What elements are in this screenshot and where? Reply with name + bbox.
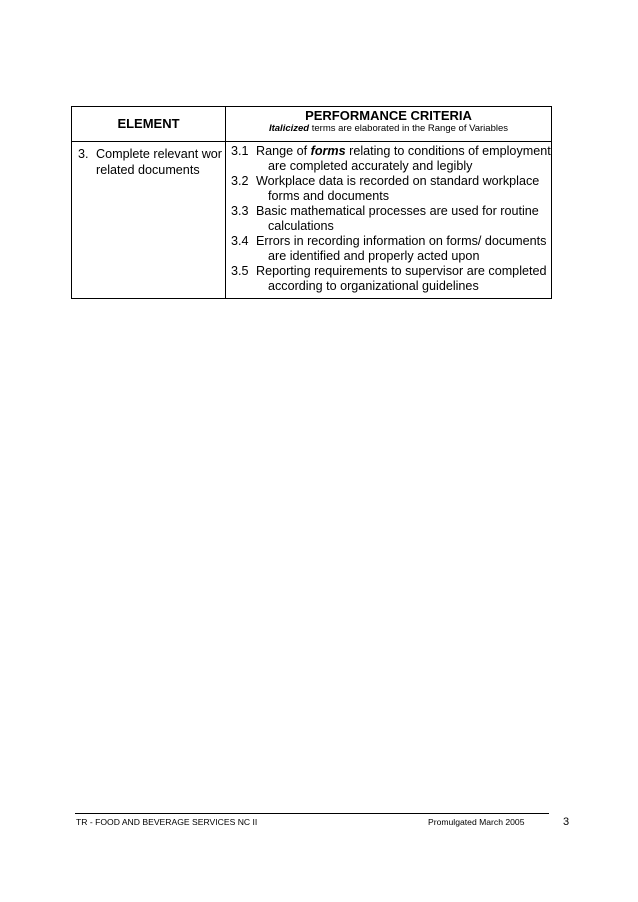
element-header: ELEMENT (72, 107, 226, 142)
criteria-continuation: forms and documents (268, 189, 390, 203)
footer-promulgated: Promulgated March 2005 (428, 817, 525, 827)
criteria-number: 3.2 (231, 174, 249, 188)
element-line1: Complete relevant wor (96, 147, 222, 161)
criteria-number: 3.4 (231, 234, 249, 248)
criteria-item (231, 264, 551, 294)
page-number: 3 (563, 816, 570, 828)
table-header-row (72, 107, 552, 142)
criteria-item (231, 234, 551, 264)
criteria-note (226, 123, 551, 135)
criteria-continuation: are completed accurately and legibly (268, 159, 473, 173)
footer-title: TR - FOOD AND BEVERAGE SERVICES NC II (76, 817, 258, 827)
criteria-text: Basic mathematical processes are used for routine (256, 204, 539, 218)
footer-rule (75, 813, 549, 814)
criteria-number: 3.5 (231, 264, 249, 278)
criteria-item (231, 144, 551, 174)
criteria-item (231, 174, 551, 204)
competency-table (71, 106, 552, 299)
criteria-text-post: relating to conditions of employment (345, 144, 551, 158)
element-number: 3. (78, 147, 89, 161)
criteria-text: Workplace data is recorded on standard workplace (256, 174, 540, 188)
element-cell (72, 142, 226, 299)
criteria-emphasis: forms (310, 144, 346, 158)
criteria-text: Range of (256, 144, 311, 158)
criteria-note-rest: terms are elaborated in the Range of Variables (309, 123, 509, 134)
criteria-header (226, 107, 552, 142)
criteria-item (231, 204, 551, 234)
criteria-text: Errors in recording information on forms/ documents (256, 234, 547, 248)
criteria-note-italic: Italicized (268, 123, 310, 134)
element-line2: related documents (96, 162, 200, 177)
criteria-continuation: are identified and properly acted upon (268, 249, 480, 263)
criteria-number: 3.1 (231, 144, 249, 158)
table-row (72, 142, 552, 299)
criteria-number: 3.3 (231, 204, 249, 218)
criteria-cell (226, 142, 552, 299)
criteria-title: PERFORMANCE CRITERIA (305, 108, 472, 123)
criteria-continuation: calculations (268, 219, 334, 233)
criteria-text: Reporting requirements to supervisor are completed (256, 264, 547, 278)
criteria-continuation: according to organizational guidelines (268, 279, 479, 293)
